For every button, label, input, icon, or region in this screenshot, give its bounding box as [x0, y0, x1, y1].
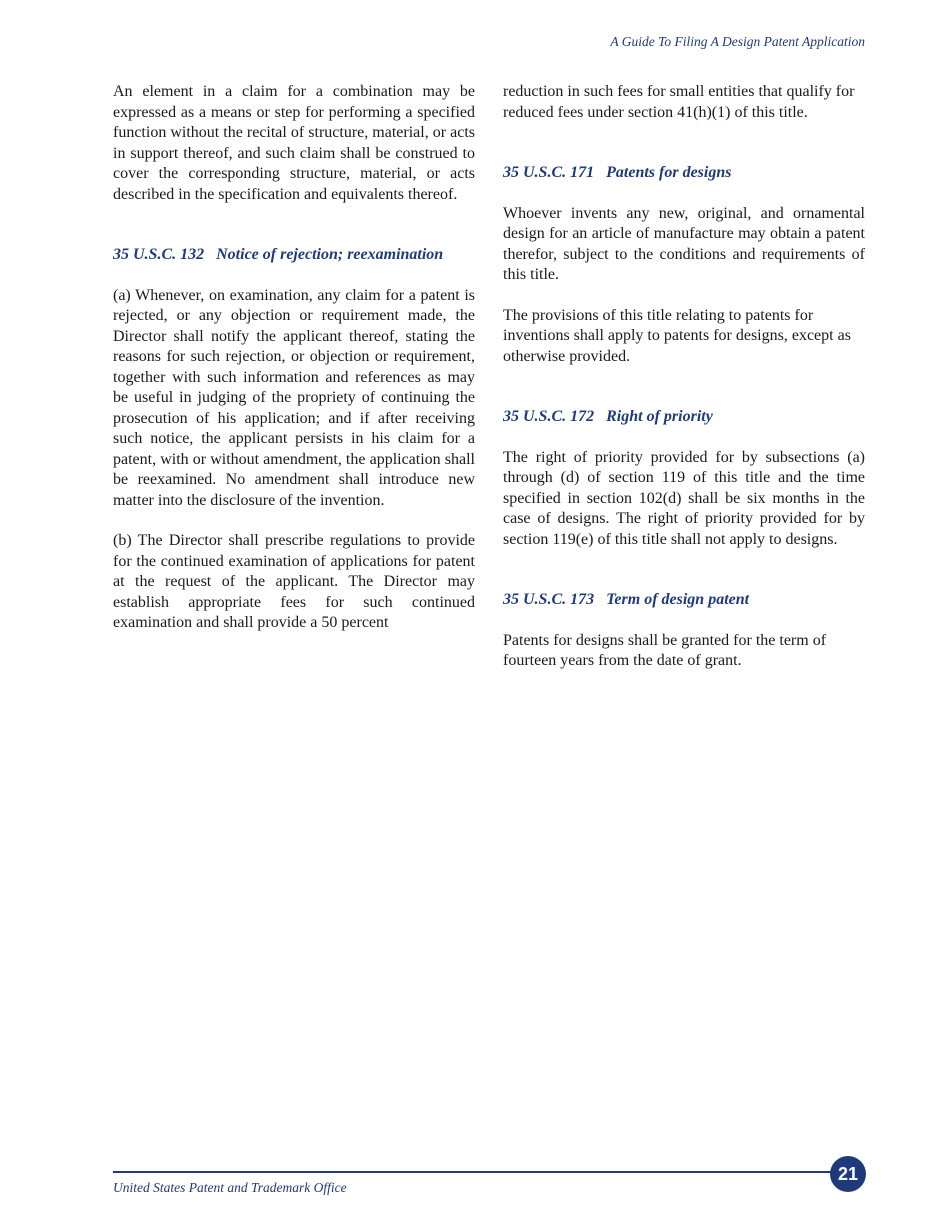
running-header: A Guide To Filing A Design Patent Application	[610, 34, 865, 49]
section-171-heading	[503, 163, 865, 184]
section-171-title: Patents for designs	[606, 164, 732, 181]
section-171-paragraph-2: The provisions of this title relating to patents for inventions shall apply to patents for designs, except as otherwise provided.	[503, 306, 851, 365]
page-number-badge: 21	[830, 1156, 866, 1192]
section-spacer	[113, 225, 475, 245]
section-spacer	[503, 143, 865, 163]
section-171-paragraph-1: Whoever invents any new, original, and ornamental design for an article of manufacture may obtain a patent therefor, subject to the conditions and requirements of this title.	[503, 204, 865, 283]
section-172-paragraph-1: The right of priority provided for by subsections (a) through (d) of section 119 of this title and the time specified in section 102(d) shall be six months in the case of designs. The right of priority provided for by section 119(e) of this title shall not apply to designs.	[503, 448, 865, 548]
section-132-title: Notice of rejection; reexamination	[216, 246, 444, 263]
footer-organization: United States Patent and Trademark Office	[113, 1180, 347, 1195]
section-173-paragraph-1: Patents for designs shall be granted for the term of fourteen years from the date of grant.	[503, 631, 827, 669]
section-132-paragraph-b: (b) The Director shall prescribe regulations to provide for the continued examination of applications for patent at the request of the applicant. The Director may establish appropriate fees for such continued examination and shall provide a 50 percent	[113, 532, 475, 631]
section-132-code: 35 U.S.C. 132	[113, 246, 205, 263]
section-132-heading	[113, 245, 475, 266]
right-column	[503, 82, 865, 692]
section-172-title: Right of priority	[606, 408, 713, 425]
continuation-paragraph: reduction in such fees for small entities that qualify for reduced fees under section 41(h)(1) of this title.	[503, 83, 855, 121]
left-column	[113, 82, 475, 654]
section-spacer	[503, 570, 865, 590]
section-171-code: 35 U.S.C. 171	[503, 164, 595, 181]
section-132-paragraph-a: (a) Whenever, on examination, any claim for a patent is rejected, or any objection or requirement made, the Director shall notify the applicant thereof, stating the reasons for such rejection, or objection or requirement, together with such information and references as may be useful in judging of the propriety of continuing the prosecution of his application; and if after receiving such notice, the applicant persists in his claim for a patent, with or without amendment, the application shall be reexamined. No amendment shall introduce new matter into the disclosure of the invention.	[113, 286, 475, 509]
section-172-code: 35 U.S.C. 172	[503, 408, 595, 425]
section-172-heading	[503, 407, 865, 428]
footer-rule	[113, 1171, 848, 1173]
section-173-code: 35 U.S.C. 173	[503, 591, 595, 608]
intro-paragraph: An element in a claim for a combination may be expressed as a means or step for performing a specified function without the recital of structure, material, or acts in support thereof, and such claim shall be construed to cover the corresponding structure, material, or acts described in the specification and equivalents thereof.	[113, 83, 475, 203]
section-173-heading	[503, 590, 865, 611]
section-173-title: Term of design patent	[606, 591, 750, 608]
section-spacer	[503, 387, 865, 407]
